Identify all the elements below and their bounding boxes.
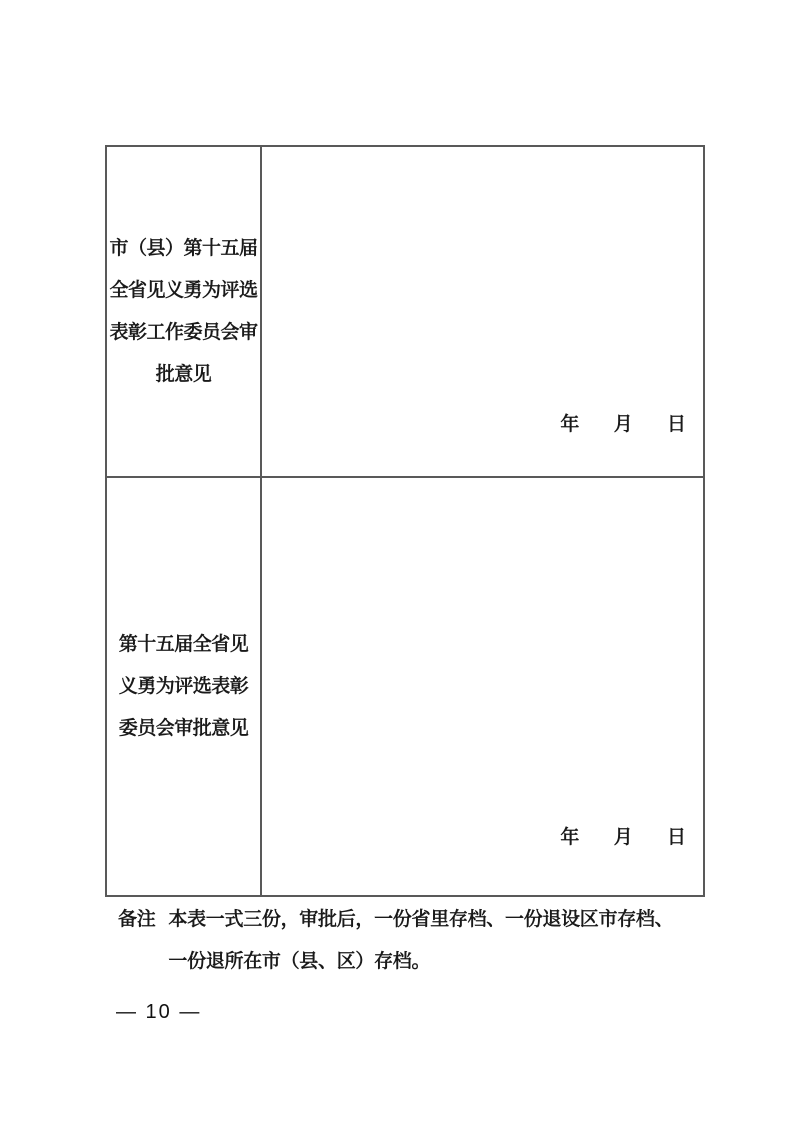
row-label-line: 批意见: [155, 363, 212, 385]
row-label-line: 全省见义勇为评选: [109, 279, 258, 301]
approval-opinion-area-provincial: [262, 478, 703, 895]
date-line: [560, 827, 686, 849]
date-year-label: 年: [560, 414, 580, 435]
approval-table: [105, 145, 705, 897]
remarks-line: 一份退所在市（县、区）存档。: [168, 951, 431, 972]
row-label-line: 表彰工作委员会审: [109, 321, 258, 343]
date-line: [560, 414, 686, 436]
page-number: — 10 —: [116, 1001, 202, 1023]
date-month-label: 月: [613, 827, 633, 848]
remarks-line: 本表一式三份，审批后，一份省里存档、一份退设区市存档、: [168, 909, 674, 930]
row-label-city-committee: [107, 147, 262, 476]
date-day-label: 日: [666, 827, 686, 848]
remarks-text: [168, 899, 673, 983]
table-row-city-committee: [107, 147, 703, 478]
remarks-section: [118, 899, 673, 983]
date-day-label: 日: [666, 414, 686, 435]
date-year-label: 年: [560, 827, 580, 848]
table-row-provincial-committee: [107, 478, 703, 895]
date-month-label: 月: [613, 414, 633, 435]
row-label-line: 市（县）第十五届: [109, 237, 258, 259]
remarks-label: 备注: [118, 909, 156, 930]
row-label-line: 委员会审批意见: [118, 717, 249, 739]
row-label-provincial-committee: [107, 478, 262, 895]
row-label-line: 第十五届全省见: [118, 633, 249, 655]
approval-opinion-area-city: [262, 147, 703, 476]
row-label-line: 义勇为评选表彰: [118, 675, 249, 697]
